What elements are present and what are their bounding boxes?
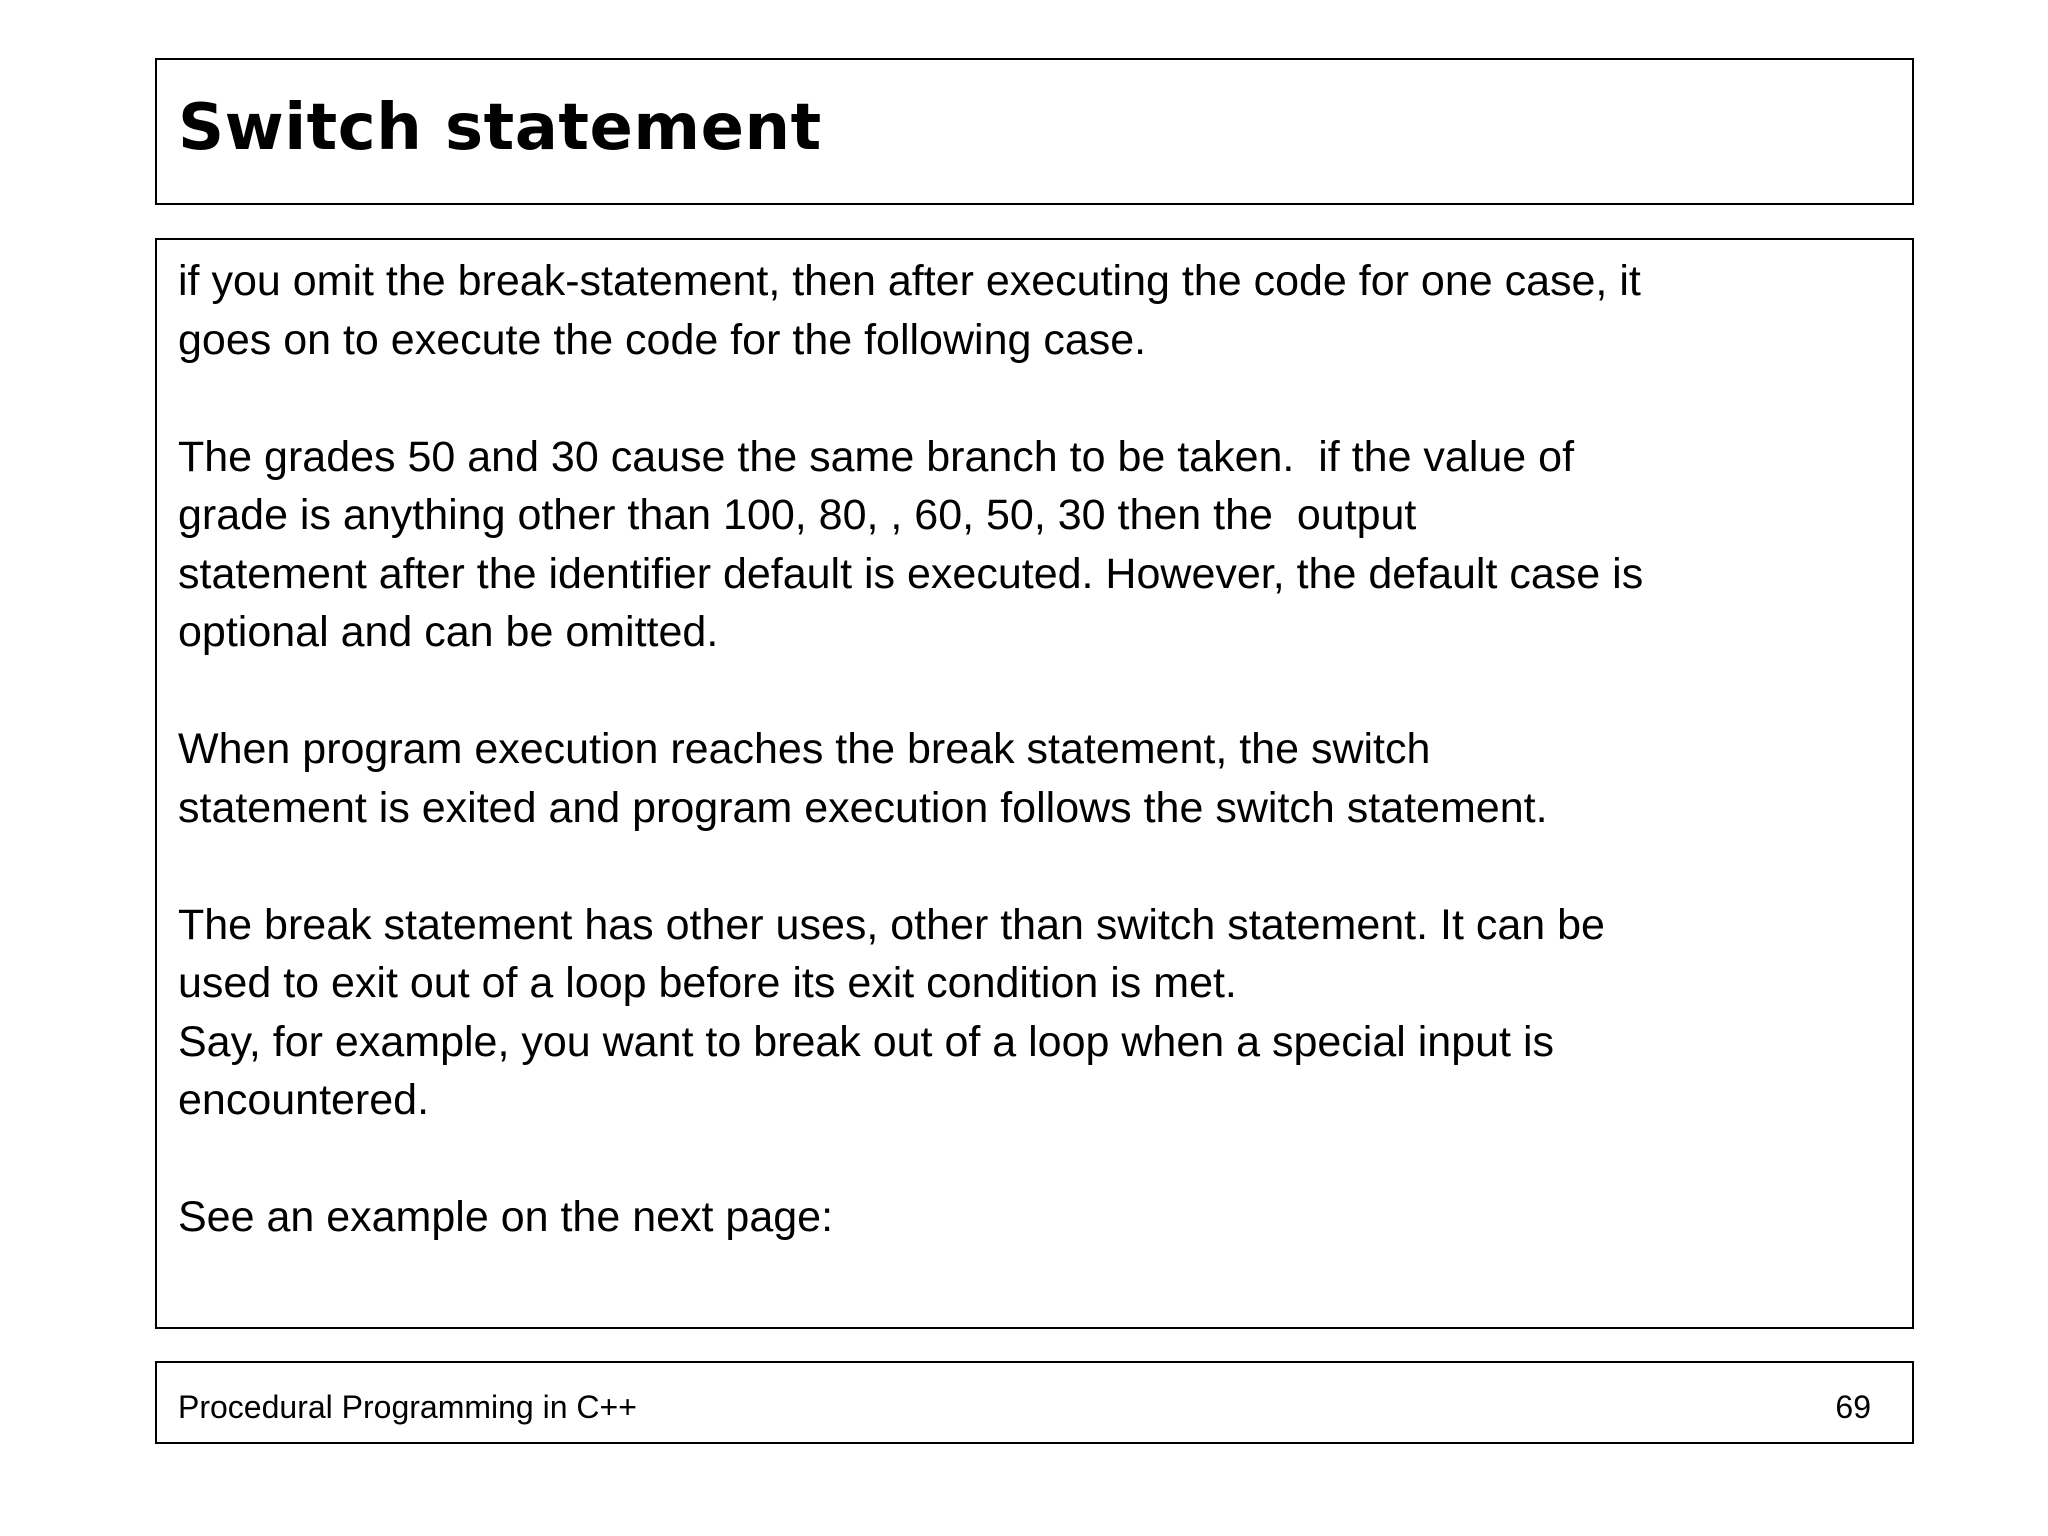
page-number: 69	[1835, 1389, 1871, 1425]
slide-title: Switch statement	[178, 91, 822, 165]
paragraph	[178, 252, 1888, 369]
text-line: Say, for example, you want to break out of a loop when a special input is	[178, 1017, 1554, 1066]
footer-box	[155, 1361, 1914, 1444]
text-line: optional and can be omitted.	[178, 608, 719, 656]
paragraph	[178, 1188, 1888, 1247]
content-box	[155, 238, 1914, 1329]
footer-course-title: Procedural Programming in C++	[178, 1389, 637, 1425]
paragraph	[178, 896, 1888, 1130]
paragraph	[178, 428, 1888, 662]
text-line: statement is exited and program execution follows the switch statement.	[178, 783, 1548, 832]
text-line: statement after the identifier default is executed. However, the default case is	[178, 549, 1644, 598]
text-line: When program execution reaches the break statement, the switch	[178, 725, 1431, 773]
title-box	[155, 58, 1914, 205]
text-line: See an example on the next page:	[178, 1193, 834, 1241]
text-line: if you omit the break-statement, then after executing the code for one case, it	[178, 257, 1641, 305]
text-line: The grades 50 and 30 cause the same branch to be taken. if the value of	[178, 432, 1575, 481]
text-line: grade is anything other than 100, 80, , 60, 50, 30 then the output	[178, 491, 1417, 539]
text-line: used to exit out of a loop before its exit condition is met.	[178, 959, 1237, 1007]
content-body	[178, 252, 1888, 1305]
paragraph	[178, 720, 1888, 837]
text-line: The break statement has other uses, other than switch statement. It can be	[178, 900, 1605, 949]
text-line: goes on to execute the code for the following case.	[178, 315, 1147, 364]
text-line: encountered.	[178, 1076, 430, 1124]
